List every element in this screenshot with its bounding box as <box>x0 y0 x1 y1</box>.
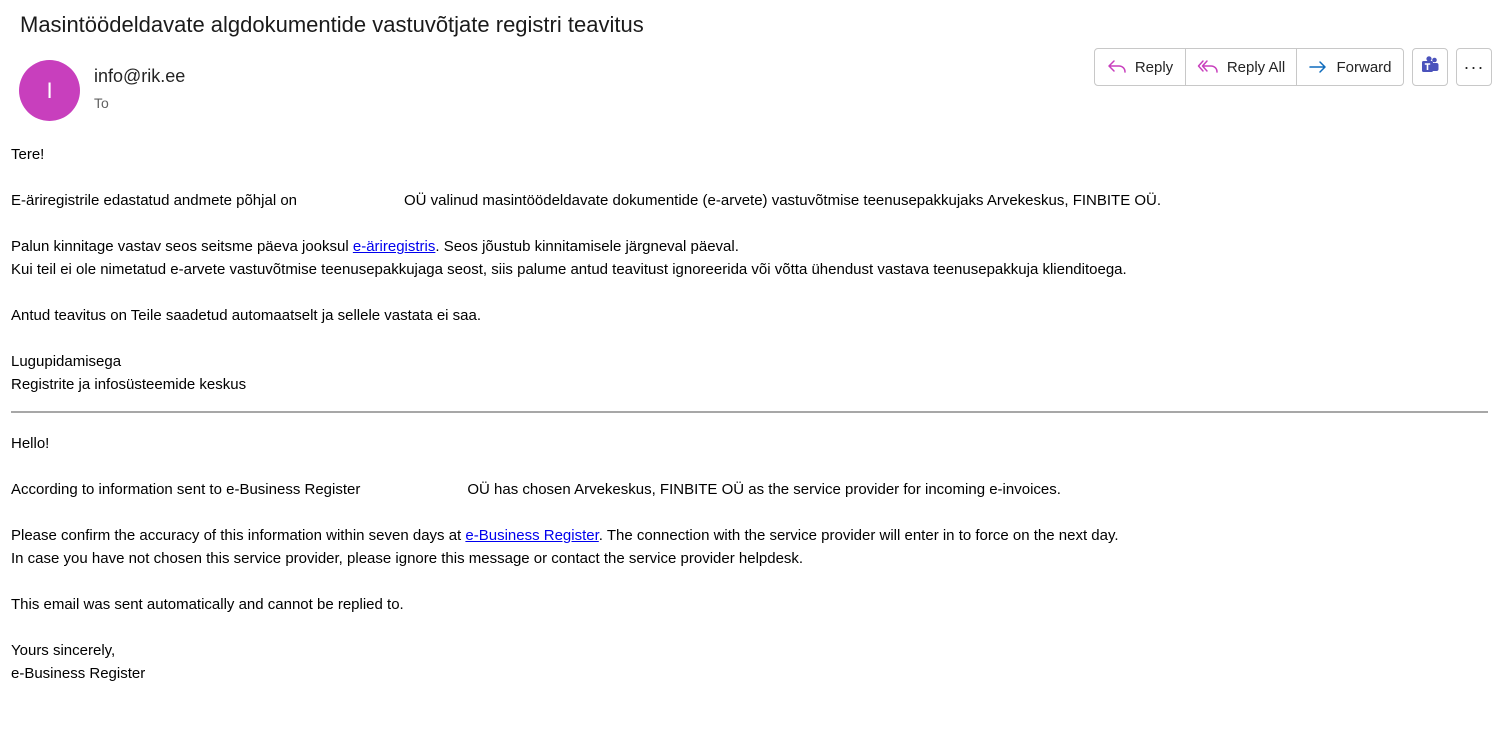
et-paragraph-1 <box>11 189 1491 212</box>
et-closing: Lugupidamisega <box>11 353 122 370</box>
en-closing: Yours sincerely, <box>11 642 116 659</box>
forward-label: Forward <box>1336 58 1392 76</box>
et-greeting: Tere! <box>11 146 45 163</box>
en-paragraph-2 <box>11 524 1491 547</box>
reply-all-label: Reply All <box>1226 58 1286 76</box>
en-paragraph-1 <box>11 478 1491 501</box>
reply-all-button[interactable] <box>1185 49 1296 85</box>
et-p1-part-b: OÜ valinud masintöödeldavate dokumentide (e-arvete) vastuvõtmise teenusepakkujaks Arvekeskus, FINBITE OÜ. <box>404 192 1162 209</box>
forward-arrow-icon <box>1308 59 1328 75</box>
email-subject: Masintöödeldavate algdokumentide vastuvõtjate registri teavitus <box>20 12 644 37</box>
sender-avatar[interactable] <box>19 60 80 121</box>
e-business-register-link-en[interactable]: e-Business Register <box>465 527 599 544</box>
en-p1-part-b: OÜ has chosen Arvekeskus, FINBITE OÜ as the service provider for incoming e-invoices. <box>467 481 1061 498</box>
en-paragraph-4: This email was sent automatically and cannot be replied to. <box>11 596 404 613</box>
teams-icon <box>1420 55 1440 80</box>
reply-label: Reply <box>1134 58 1174 76</box>
reply-all-icon <box>1197 58 1219 76</box>
en-signature: e-Business Register <box>11 665 146 682</box>
et-signature: Registrite ja infosüsteemide keskus <box>11 376 247 393</box>
et-paragraph-4: Antud teavitus on Teile saadetud automaatselt ja sellele vastata ei saa. <box>11 307 482 324</box>
forward-button[interactable] <box>1296 49 1403 85</box>
et-paragraph-3: Kui teil ei ole nimetatud e-arvete vastuvõtmise teenusepakkujaga seost, siis palume antud teavitust ignoreerida või võtta ühendust vastava teenusepakkuja klienditoega. <box>11 261 1127 278</box>
reply-button[interactable] <box>1095 49 1185 85</box>
en-p2-part-b: . The connection with the service provider will enter in to force on the next day. <box>598 527 1119 544</box>
et-paragraph-2 <box>11 235 1491 258</box>
e-business-register-link-et[interactable]: e-äriregistris <box>352 238 436 255</box>
en-p1-part-a: According to information sent to e-Business Register <box>11 481 361 498</box>
sender-address[interactable]: info@rik.ee <box>94 66 186 86</box>
avatar-initial: I <box>46 77 53 103</box>
reply-button-group <box>1094 48 1404 86</box>
teams-share-button[interactable] <box>1412 48 1448 86</box>
en-greeting: Hello! <box>11 435 50 452</box>
to-label: To <box>94 95 109 111</box>
et-p1-part-a: E-äriregistrile edastatud andmete põhjal on <box>11 192 298 209</box>
more-actions-button[interactable] <box>1456 48 1492 86</box>
en-p2-part-a: Please confirm the accuracy of this information within seven days at <box>11 527 466 544</box>
message-body <box>11 143 1491 685</box>
reply-icon <box>1107 58 1127 76</box>
more-icon: ··· <box>1463 56 1485 77</box>
et-p2-part-a: Palun kinnitage vastav seos seitsme päeva jooksul <box>11 238 353 255</box>
et-p2-part-b: . Seos jõustub kinnitamisele järgneval päeval. <box>435 238 739 255</box>
en-paragraph-3: In case you have not chosen this service provider, please ignore this message or contact the service provider helpdesk. <box>11 550 804 567</box>
